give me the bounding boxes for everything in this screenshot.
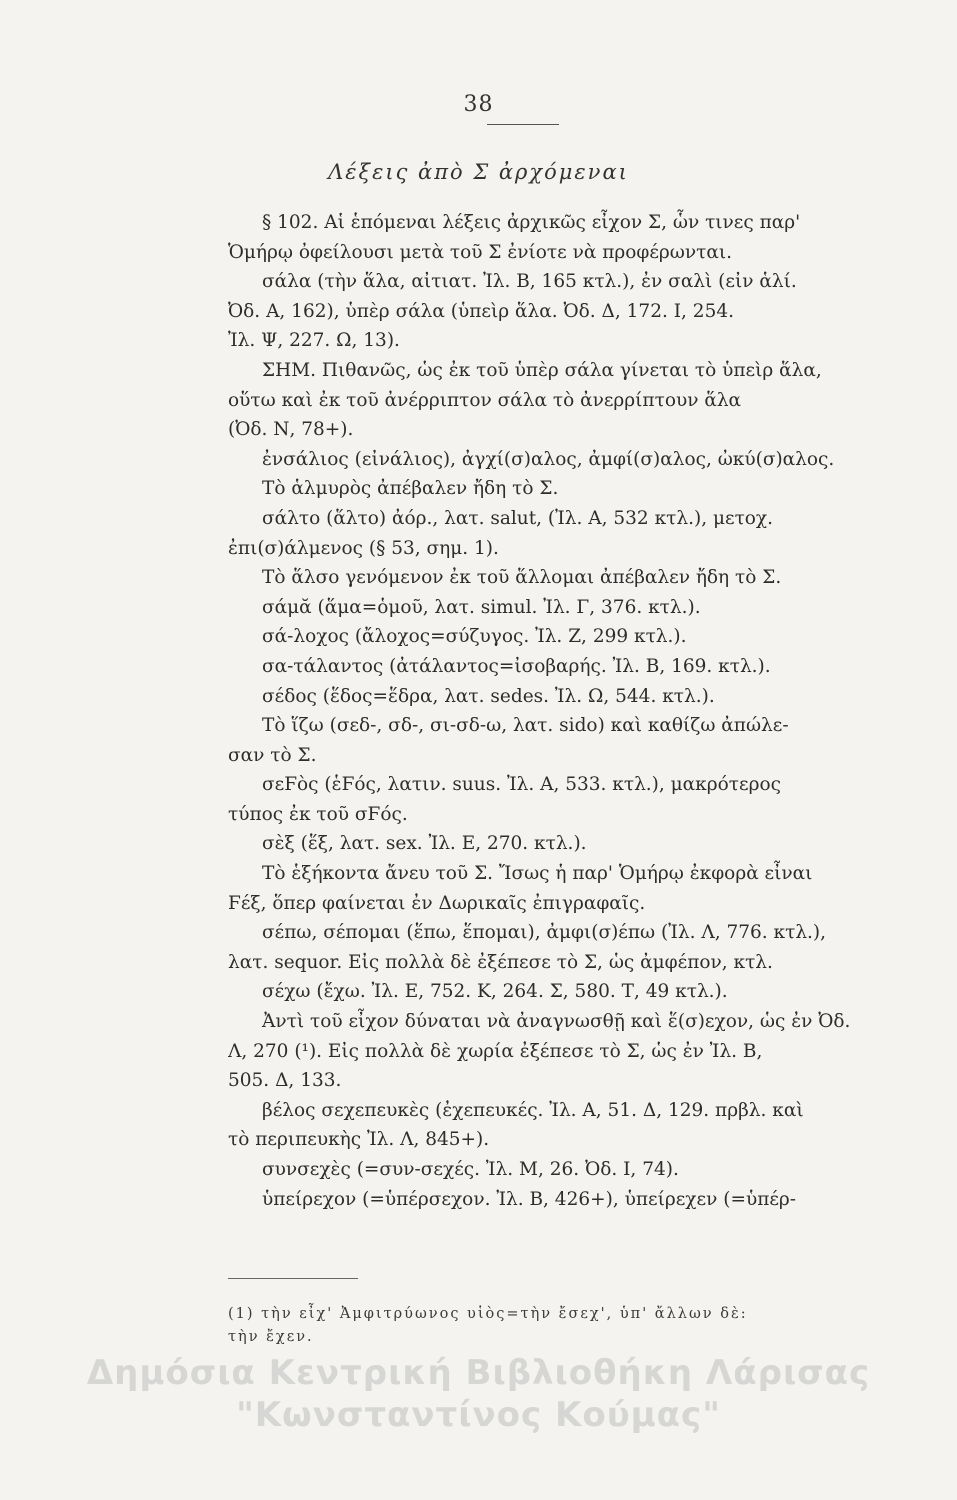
text-line: τύπος ἐκ τοῦ σϜός. [228,803,408,825]
text-line: σά-λοχος (ἄλοχος=σύζυγος. Ἰλ. Ζ, 299 κτλ.). [262,626,687,648]
footnote [228,1303,876,1349]
header-rule [487,124,559,125]
text-line: σαν τὸ Σ. [228,744,317,766]
section-title: Λέξεις ἀπὸ Σ ἀρχόμεναι [328,160,629,184]
text-line: 505. Δ, 133. [228,1070,342,1092]
text-line: σάλα (τὴν ἅλα, αἰτιατ. Ἰλ. Β, 165 κτλ.), ἐν σαλὶ (εἰν ἁλί. [262,271,797,293]
page-number: 38 [463,92,494,117]
text-line: βέλος σεχεπευκὲς (ἐχεπευκές. Ἰλ. Α, 51. Δ, 129. πρβλ. καὶ [262,1099,804,1121]
text-line: § 102. Αἱ ἑπόμεναι λέξεις ἀρχικῶς εἶχον Σ, ὧν τινες παρ' [262,212,801,233]
text-line: σέχω (ἔχω. Ἰλ. Ε, 752. Κ, 264. Σ, 580. Τ, 49 κτλ.). [262,981,728,1003]
text-line: Τὸ ἑξήκοντα ἄνευ τοῦ Σ. Ἴσως ἡ παρ' Ὁμήρῳ ἐκφορὰ εἶναι [262,863,813,885]
text-line: (Ὀδ. Ν, 78+). [228,419,354,441]
text-line: ΣΗΜ. Πιθανῶς, ὡς ἐκ τοῦ ὑπὲρ σάλα γίνεται τὸ ὑπεὶρ ἅλα, [262,359,822,381]
text-line: Τὸ ἅλσο γενόμενον ἐκ τοῦ ἅλλομαι ἀπέβαλεν ἤδη τὸ Σ. [262,567,782,589]
text-line: σὲξ (ἕξ, λατ. sex. Ἰλ. Ε, 270. κτλ.). [262,833,587,855]
text-line: σάλτο (ἅλτο) ἀόρ., λατ. salut, (Ἰλ. Α, 532 κτλ.), μετοχ. [262,507,774,529]
footnote-line: (1) τὴν εἶχ' Ἀμφιτρύωνος υἱὸς=τὴν ἔσεχ', ὑπ' ἄλλων δὲ: [228,1306,748,1322]
text-line: σεϜὸς (ἑϜός, λατιν. suus. Ἰλ. Α, 533. κτλ.), μακρότερος [262,774,781,796]
text-line: Τὸ ἁλμυρὸς ἀπέβαλεν ἤδη τὸ Σ. [262,478,559,500]
text-line: οὕτω καὶ ἐκ τοῦ ἀνέρριπτον σάλα τὸ ἀνερρίπτουν ἅλα [228,389,742,411]
text-line: Ϝέξ, ὅπερ φαίνεται ἐν Δωρικαῖς ἐπιγραφαῖς. [228,892,646,914]
text-line: Ἰλ. Ψ, 227. Ω, 13). [228,330,400,352]
footnote-line: τὴν ἔχεν. [228,1329,314,1345]
watermark-line: "Κωνσταντίνος Κούμας" [236,1395,721,1435]
body-text [228,208,876,1214]
text-line: ἐπι(σ)άλμενος (§ 53, σημ. 1). [228,537,499,559]
library-watermark [0,1352,957,1436]
text-line: Τὸ ἵζω (σεδ-, σδ-, σι-σδ-ω, λατ. sido) καὶ καθίζω ἀπώλε- [262,715,789,737]
text-line: Λ, 270 (¹). Εἰς πολλὰ δὲ χωρία ἐξέπεσε τὸ Σ, ὡς ἐν Ἰλ. Β, [228,1040,763,1062]
text-line: Ὀδ. Α, 162), ὑπὲρ σάλα (ὑπεὶρ ἅλα. Ὀδ. Δ, 172. Ι, 254. [228,300,734,322]
text-line: λατ. sequor. Εἰς πολλὰ δὲ ἐξέπεσε τὸ Σ, ὡς ἀμφέπον, κτλ. [228,951,773,973]
footnote-rule [228,1278,358,1279]
text-line: συνσεχὲς (=συν-σεχές. Ἰλ. Μ, 26. Ὀδ. Ι, 74). [262,1159,679,1180]
text-line: σέδος (ἕδος=ἕδρα, λατ. sedes. Ἰλ. Ω, 544. κτλ.). [262,685,715,707]
text-line: ὑπείρεχον (=ὑπέρσεχον. Ἰλ. Β, 426+), ὑπείρεχεν (=ὑπέρ- [262,1188,797,1210]
text-line: σάμᾰ (ἅμα=ὁμοῦ, λατ. simul. Ἰλ. Γ, 376. κτλ.). [262,596,701,618]
text-line: τὸ περιπευκὴς Ἰλ. Λ, 845+). [228,1129,490,1151]
text-line: σέπω, σέπομαι (ἕπω, ἕπομαι), ἀμφι(σ)έπω (Ἰλ. Λ, 776. κτλ.), [262,922,827,944]
text-line: Ἀντὶ τοῦ εἶχον δύναται νὰ ἀναγνωσθῇ καὶ ἕ(σ)εχον, ὡς ἐν Ὀδ. [262,1011,851,1033]
text-line: ἐνσάλιος (εἰνάλιος), ἀγχί(σ)αλος, ἀμφί(σ)αλος, ὠκύ(σ)αλος. [262,448,835,470]
watermark-line: Δημόσια Κεντρική Βιβλιοθήκη Λάρισας [86,1353,871,1393]
text-line: Ὁμήρῳ ὀφείλουσι μετὰ τοῦ Σ ἐνίοτε νὰ προφέρωνται. [228,241,732,263]
text-line: σα-τάλαντος (ἀτάλαντος=ἰσοβαρής. Ἰλ. Β, 169. κτλ.). [262,655,771,677]
